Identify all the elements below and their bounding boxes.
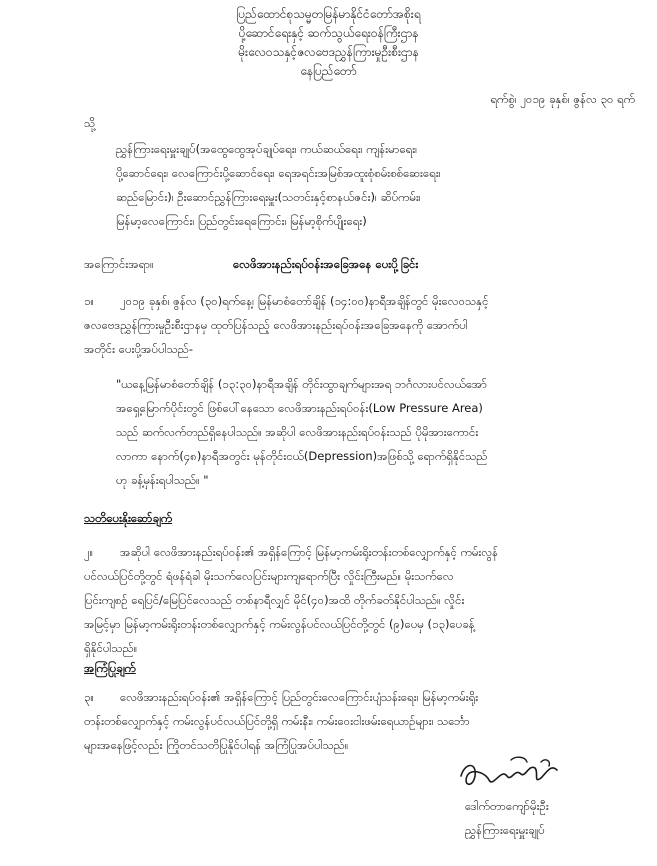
subject-label: အကြောင်းအရာ။ <box>84 257 154 271</box>
quote-line: အရှေ့မြောက်ပိုင်းတွင် ဖြစ်ပေါ်နေသော လေဖိအားနည်းရပ်ဝန်း(Low Pressure Area) <box>116 401 483 415</box>
recipient-line: ဆည်မြောင်း)၊ ဦးဆောင်ညွှန်ကြားရေးမှူး(သတင်းနှင့်စာနယ်ဇင်း)၊ ဆိပ်ကမ်း၊ <box>116 190 421 204</box>
paragraph-line: များအနေဖြင့်လည်း ကြိုတင်သတိပြုနိုင်ပါရန် အကြံပြုအပ်ပါသည်။ <box>84 738 349 752</box>
quote-line: ဟု ခန့်မှန်းရပါသည်။ " <box>116 473 209 487</box>
paragraph-line: အမြင့်မှာ မြန်မာ့ကမ်းရိုးတန်းတစ်လျှောက်နှင့် ကမ်းလွန်ပင်လယ်ပြင်တို့တွင် (၉)ပေမှ (၁၃)ပေခန့် <box>84 617 475 631</box>
to-label: သို့ <box>84 116 96 130</box>
paragraph-line: ပင်လယ်ပြင်တို့တွင် ရံဖန်ရံခါ မိုးသက်လေပြင်းများကျရောက်ပြီး လှိုင်းကြီးမည်။ မိုးသက်လေ <box>84 569 454 583</box>
paragraph-number: ၂။ <box>84 545 94 559</box>
signatory-title: ညွှန်ကြားရေးမှူးချုပ် <box>465 823 545 837</box>
subject-text: လေဖိအားနည်းရပ်ဝန်းအခြေအနေ ပေးပို့ခြင်း <box>233 257 419 271</box>
caution-heading: သတိပေးနိုးဆော်ချက် <box>84 511 173 525</box>
quote-line: "ယနေ့မြန်မာစံတော်ချိန် (၁၃:၃၀)နာရီအချိန် တိုင်းထွာချက်များအရ ဘင်္ဂလားပင်လယ်အော် <box>116 377 488 391</box>
header-city: နေပြည်တော် <box>300 64 357 78</box>
header-department: မိုးလေဝသနှင့်ဇလဗေဒညွှန်ကြားမှုဦးစီးဌာန <box>238 45 419 59</box>
header-government: ပြည်ထောင်စုသမ္မတမြန်မာနိုင်ငံတော်အစိုးရ <box>236 7 421 21</box>
paragraph-number: ၁။ <box>84 294 94 308</box>
header-ministry: ပို့ဆောင်ရေးနှင့် ဆက်သွယ်ရေးဝန်ကြီးဌာန <box>238 26 419 40</box>
signatory-name: ဒေါက်တာကျော်မိုးဦး <box>465 799 549 813</box>
paragraph-line: ၂၀၁၉ ခုနှစ်၊ ဇွန်လ (၃၀)ရက်နေ့၊ မြန်မာစံတော်ချိန် (၁၄:၀၀)နာရီအချိန်တွင် မိုးလေဝသနှင့် <box>120 294 489 308</box>
paragraph-line: လေဖိအားနည်းရပ်ဝန်း၏ အရှိန်ကြောင့် ပြည်တွင်းလေကြောင်းပျံသန်းရေး၊ မြန်မာ့ကမ်းရိုး <box>120 690 479 704</box>
paragraph-line: ရှိနိုင်ပါသည်။ <box>84 641 138 655</box>
handwritten-signature <box>455 754 570 794</box>
letter-date: ရက်စွဲ၊ ၂၀၁၉ ခုနှစ်၊ ဇွန်လ ၃၀ ရက် <box>490 92 635 106</box>
paragraph-line: အတိုင်း ပေးပို့အပ်ပါသည်- <box>84 342 194 356</box>
paragraph-number: ၃။ <box>84 690 94 704</box>
paragraph-line: အဆိုပါ လေဖိအားနည်းရပ်ဝန်း၏ အရှိန်ကြောင့် မြန်မာ့ကမ်းရိုးတန်းတစ်လျှောက်နှင့် ကမ်းလွန် <box>120 545 499 559</box>
quote-line: လာကာ နောက်(၄၈)နာရီအတွင်း မုန်တိုင်းငယ်(Depression)အဖြစ်သို့ ရောက်ရှိနိုင်သည် <box>116 449 488 463</box>
paragraph-line: ပြင်းကျစဉ် ရေပြင်/မြေပြင်လေသည် တစ်နာရီလျှင် မိုင်(၄၀)အထိ တိုက်ခတ်နိုင်ပါသည်။ လှိုင်း <box>84 593 465 607</box>
recipient-line: ညွှန်ကြားရေးမှူးချုပ်(အထွေထွေအုပ်ချုပ်ရေး၊ ကယ်ဆယ်ရေး၊ ကျန်းမာရေး၊ <box>116 142 418 156</box>
recipient-line: မြန်မာ့လေကြောင်း၊ ပြည်တွင်းရေကြောင်း၊ မြန်မာ့စိုက်ပျိုးရေး) <box>116 214 367 228</box>
paragraph-line: တန်းတစ်လျှောက်နှင့် ကမ်းလွန်ပင်လယ်ပြင်တို့ရှိ ကမ်းနီး၊ ကမ်းဝေးငါးဖမ်းရေယာဉ်များ၊ သင်္ဘော <box>84 714 470 728</box>
paragraph-line: ဇလဗေဒညွှန်ကြားမှုဦးစီးဌာနမှ ထုတ်ပြန်သည့် လေဖိအားနည်းရပ်ဝန်းအခြေအနေကို အောက်ပါ <box>84 318 468 332</box>
recipient-line: ပို့ဆောင်ရေး၊ လေကြောင်းပို့ဆောင်ရေး၊ ရေအရင်းအမြစ်အထူးစုံစမ်းစစ်ဆေးရေး၊ <box>116 166 441 180</box>
quote-line: သည် ဆက်လက်တည်ရှိနေပါသည်။ အဆိုပါ လေဖိအားနည်းရပ်ဝန်းသည် ပိုမိုအားကောင်း <box>116 425 479 439</box>
advice-heading: အကြံပြုချက် <box>84 661 136 675</box>
